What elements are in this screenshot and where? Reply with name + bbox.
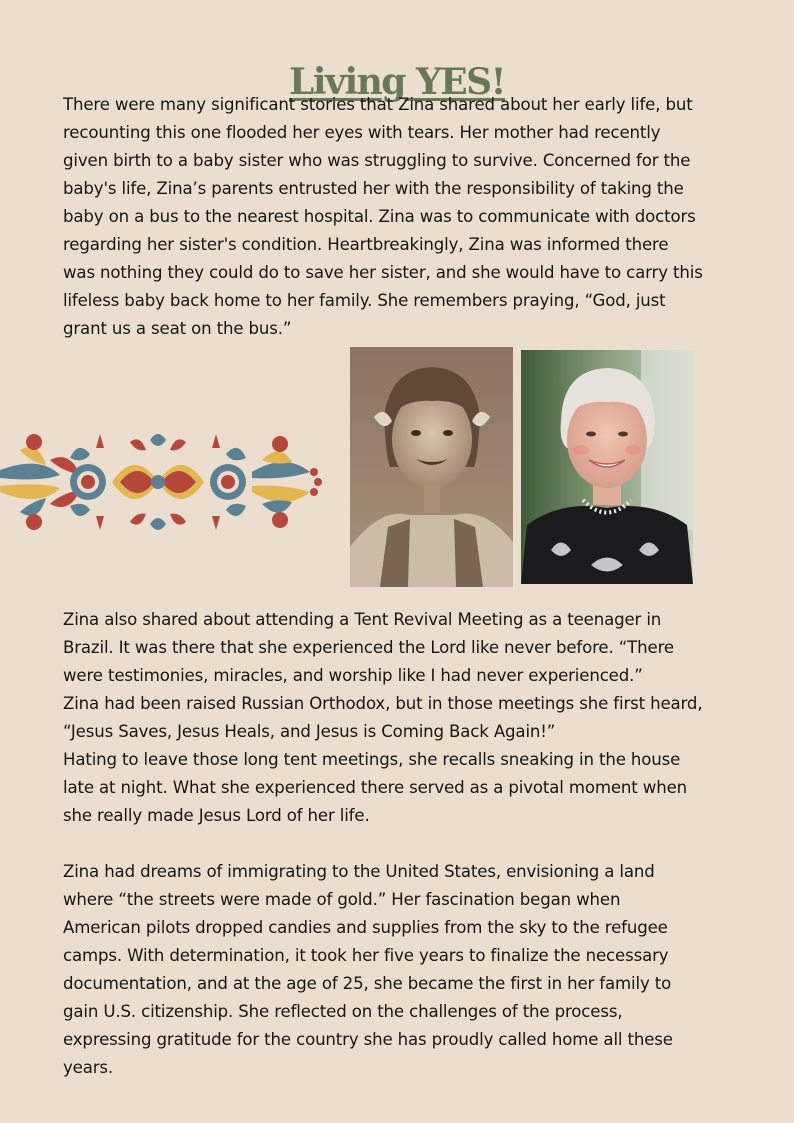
ornament-center [112,434,204,530]
photo-elderly-woman [521,350,693,584]
ornament-right-flower [210,434,246,530]
folk-floral-ornament [0,420,330,550]
story-paragraph-tent-revival: Zina also shared about attending a Tent Revival Meeting as a teenager in Brazil. It was there that she experienced the Lord like never before. “There were testimonies, miracles, and worship like I had never experienced.” Zina had been raised Russian Orthodox, but in those meetings she first heard, “Jesus Saves, Jesus Heals, and Jesus is Coming Back Again!” Hating to leave those long tent meetings, she recalls sneaking in the house late at night. What she experienced there served as a pivotal moment when she really made Jesus Lord of her life. [63,610,703,825]
story-paragraph-bus: There were many significant stories that Zina shared about her early life, but recounting this one flooded her eyes with tears. Her mother had recently given birth to a baby sister who was struggling to survive. Concerned for the baby's life, Zina’s parents entrusted her with the responsibility of taking the baby on a bus to the nearest hospital. Zina was to communicate with doctors regarding her sister's condition. Heartbreakingly, Zina was informed there was nothing they could do to save her sister, and she would have to carry this lifeless baby back home to her family. She remembers praying, “God, just grant us a seat on the bus.” [63,95,703,338]
photo-young-girl [350,347,513,587]
sepia-portrait-young-girl [350,347,513,587]
ornament-left-part [0,434,80,530]
ornament-left-flower [70,434,106,530]
portrait-elderly-woman [521,350,693,584]
story-paragraph-immigration: Zina had dreams of immigrating to the United States, envisioning a land where “the streets were made of gold.” Her fascination began when American pilots dropped candies and supplies from the sky to the refugee camps. With determination, it took her five years to finalize the necessary documentation, and at the age of 25, she became the first in her family to gain U.S. citizenship. She reflected on the challenges of the process, expressing gratitude for the country she has proudly called home all these years. [63,862,673,1077]
page-title: Living YES! [289,61,505,104]
ornament-right-part [252,436,322,528]
